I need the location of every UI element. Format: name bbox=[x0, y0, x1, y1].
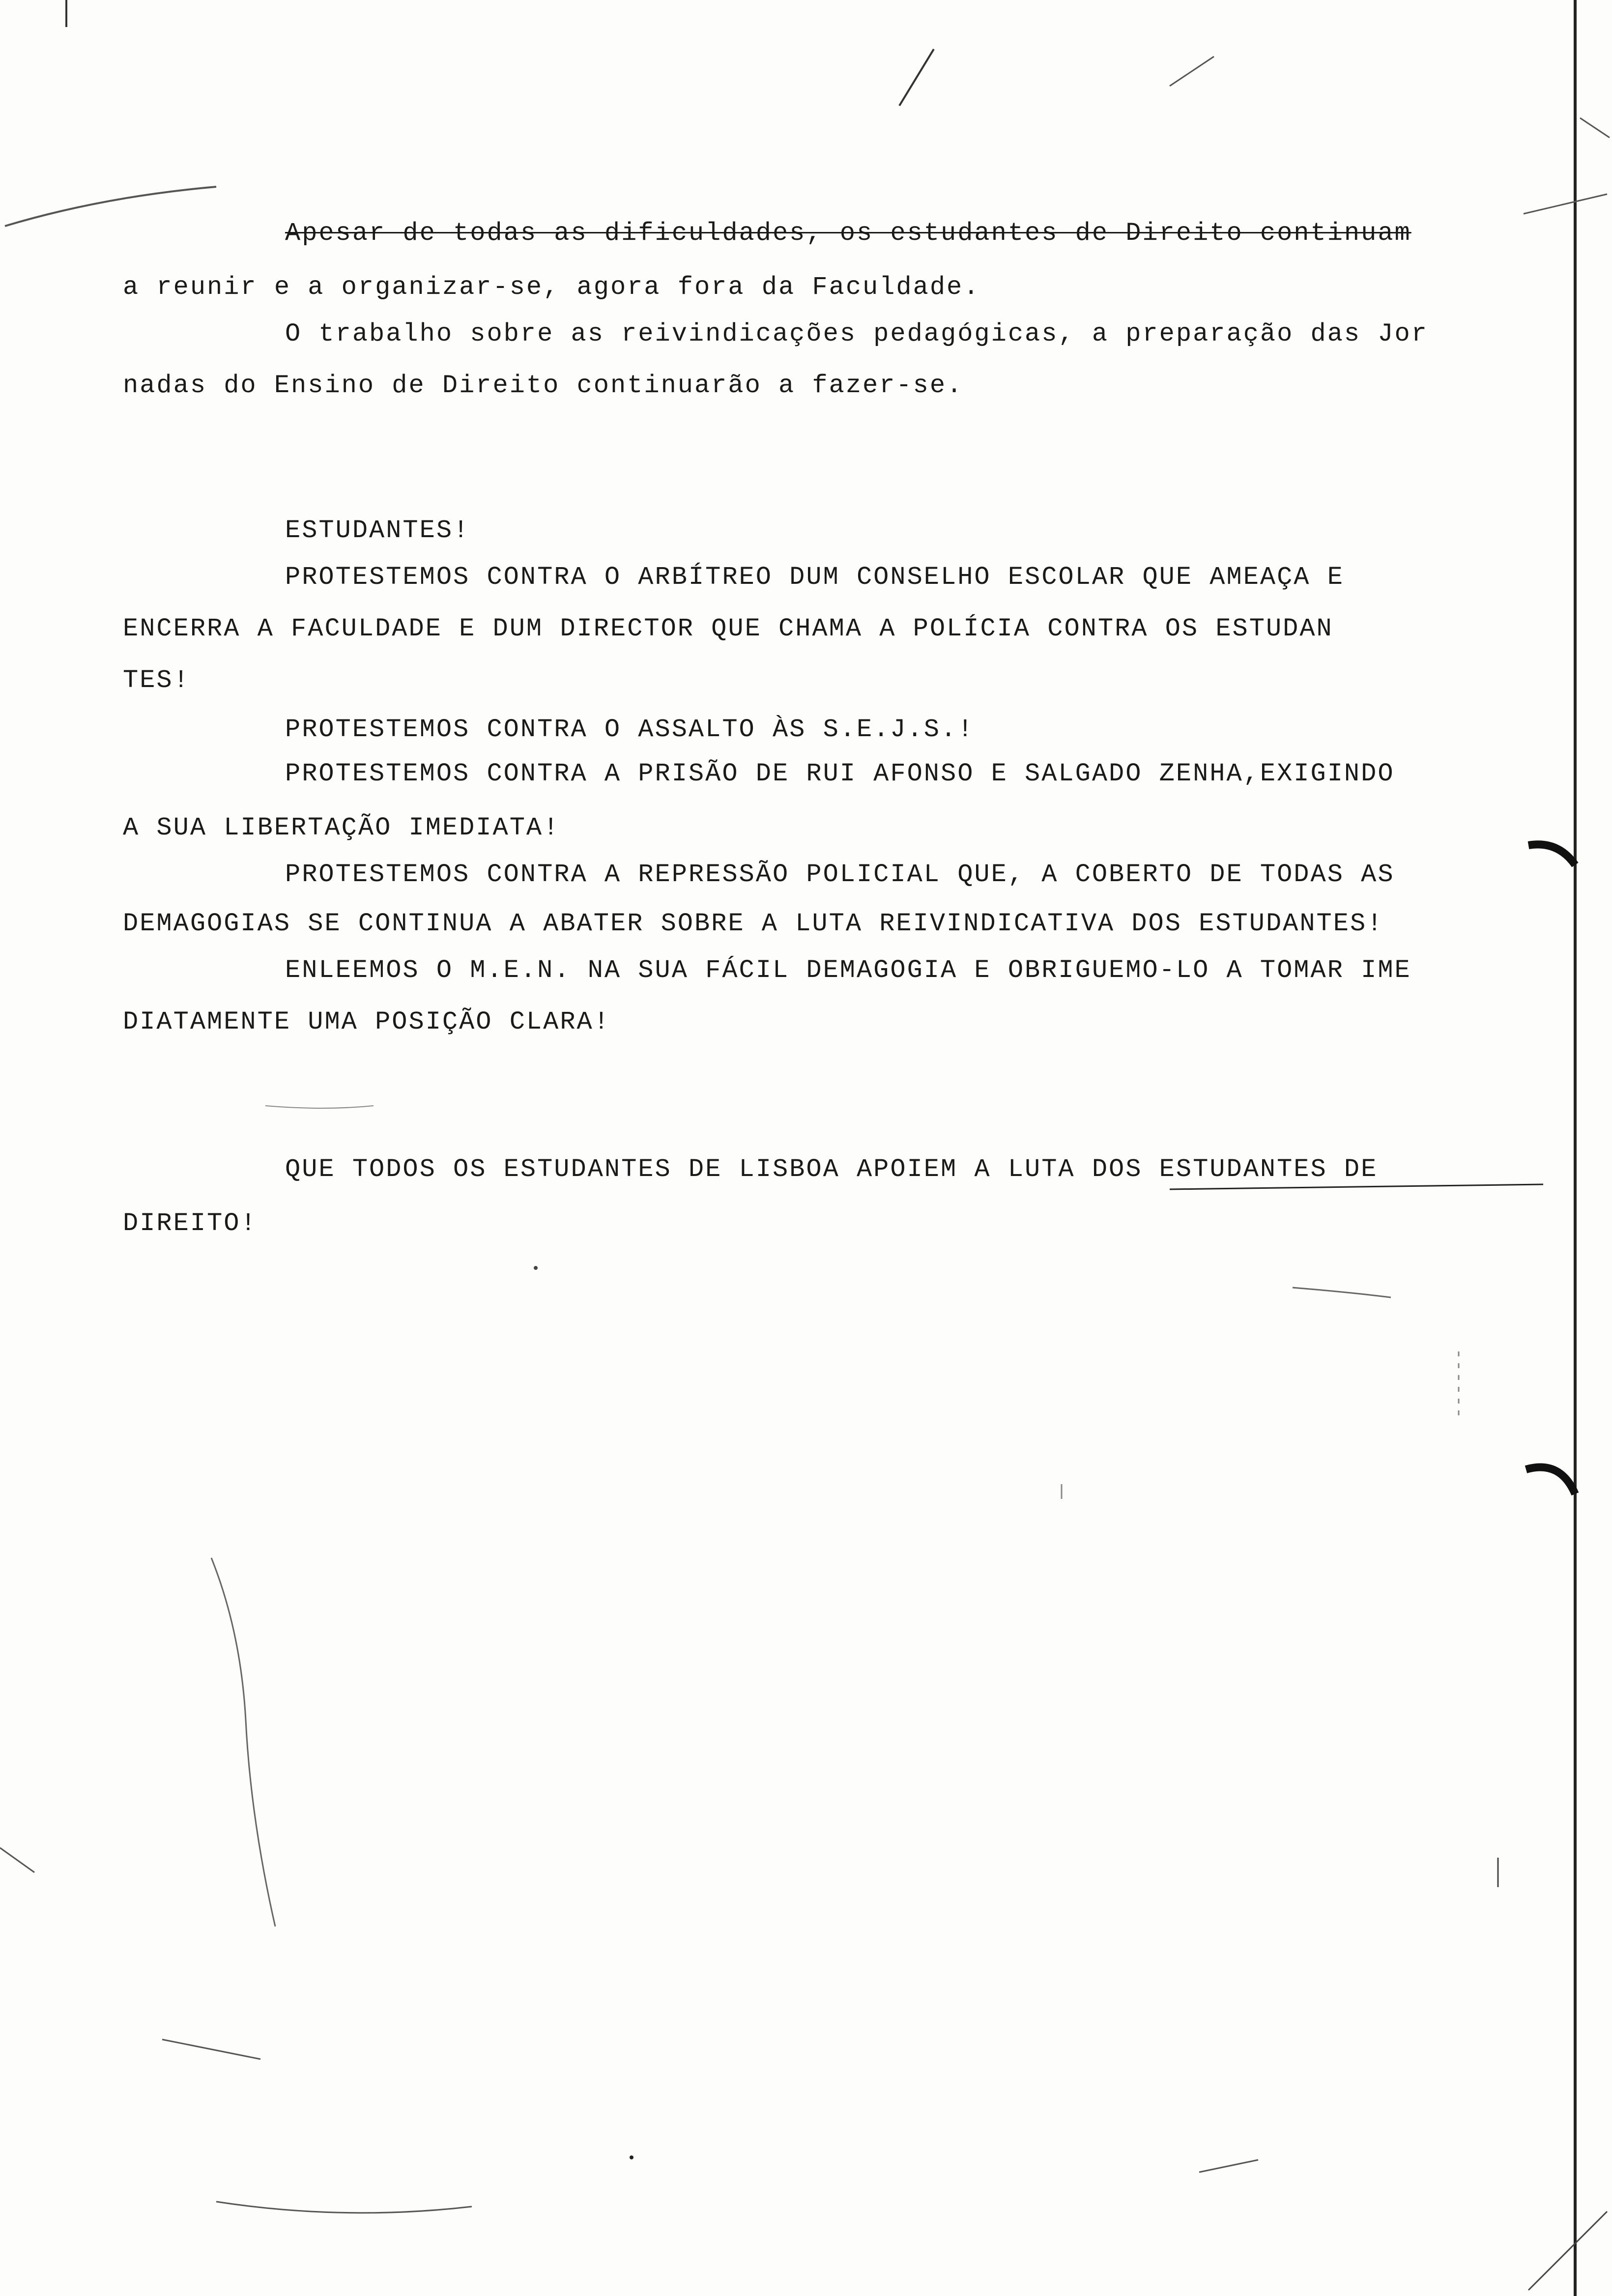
appeal-p4-line2: DEMAGOGIAS SE CONTINUA A ABATER SOBRE A LUTA REIVINDICATIVA DOS ESTUDANTES! bbox=[123, 909, 1384, 938]
closing-line1: QUE TODOS OS ESTUDANTES DE LISBOA APOIEM A LUTA DOS ESTUDANTES DE bbox=[285, 1155, 1378, 1184]
appeal-p1-line2: ENCERRA A FACULDADE E DUM DIRECTOR QUE CHAMA A POLÍCIA CONTRA OS ESTUDAN bbox=[123, 614, 1333, 643]
paragraph2-line2: nadas do Ensino de Direito continuarão a fazer-se. bbox=[123, 371, 964, 400]
appeal-heading: ESTUDANTES! bbox=[285, 516, 470, 545]
paragraph1-line1: Apesar de todas as dificuldades, os estudantes de Direito continuam bbox=[285, 219, 1411, 248]
appeal-p5-line2: DIATAMENTE UMA POSIÇÃO CLARA! bbox=[123, 1007, 610, 1036]
appeal-p4-line1: PROTESTEMOS CONTRA A REPRESSÃO POLICIAL QUE, A COBERTO DE TODAS AS bbox=[285, 860, 1395, 889]
appeal-p3-line1: PROTESTEMOS CONTRA A PRISÃO DE RUI AFONSO E SALGADO ZENHA,EXIGINDO bbox=[285, 759, 1395, 788]
appeal-p1-line1: PROTESTEMOS CONTRA O ARBÍTREO DUM CONSELHO ESCOLAR QUE AMEAÇA E bbox=[285, 563, 1344, 592]
paragraph1-line2: a reunir e a organizar-se, agora fora da Faculdade. bbox=[123, 273, 980, 302]
appeal-p2-line1: PROTESTEMOS CONTRA O ASSALTO ÀS S.E.J.S.! bbox=[285, 715, 975, 744]
appeal-p5-line1: ENLEEMOS O M.E.N. NA SUA FÁCIL DEMAGOGIA E OBRIGUEMO-LO A TOMAR IME bbox=[285, 956, 1411, 985]
appeal-p3-line2: A SUA LIBERTAÇÃO IMEDIATA! bbox=[123, 813, 560, 842]
appeal-p1-line3: TES! bbox=[123, 666, 190, 695]
paragraph2-line1: O trabalho sobre as reivindicações pedagógicas, a preparação das Jor bbox=[285, 319, 1428, 348]
closing-line2: DIREITO! bbox=[123, 1209, 258, 1238]
